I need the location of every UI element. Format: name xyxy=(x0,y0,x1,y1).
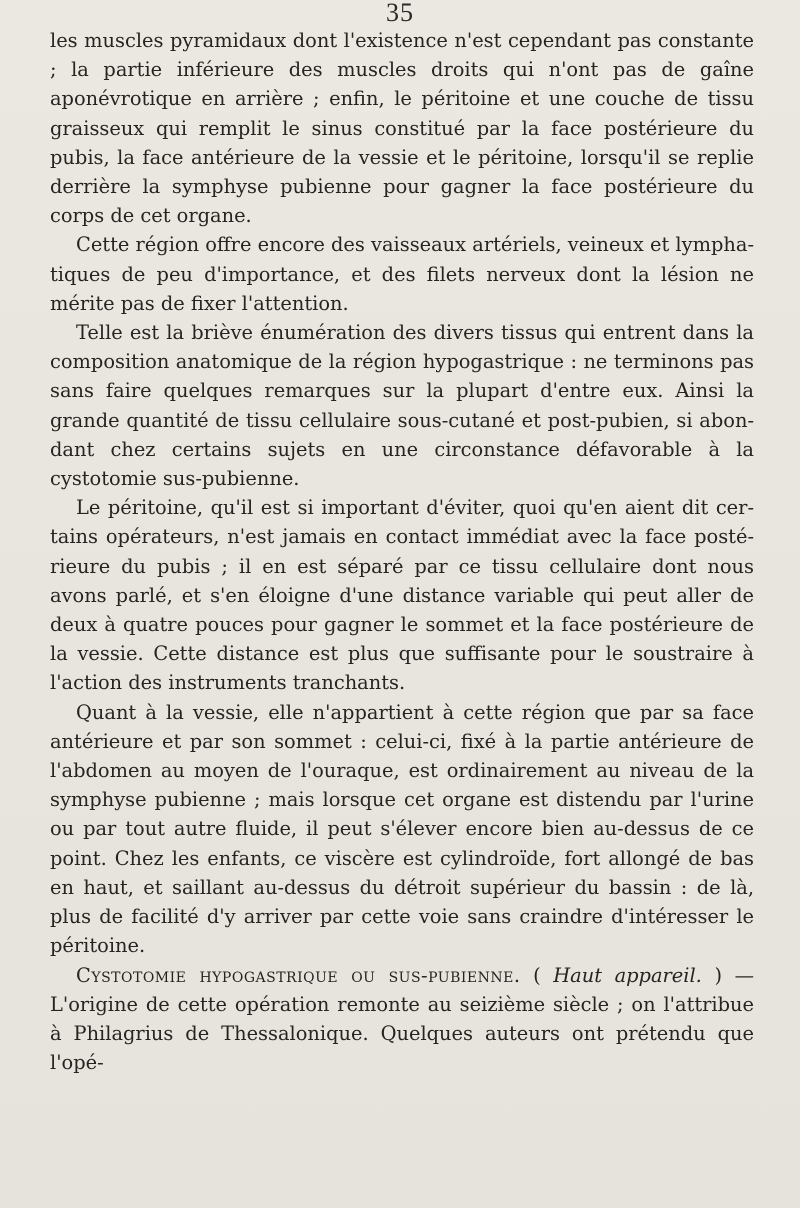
paragraph-1: les muscles pyramidaux dont l'existence n'est cependant pas constante ; la partie inférieure des muscles droits qui n'ont pas de gaîne aponévrotique en arrière ; enfin, le péritoine et une couche de tissu graisseux qui remplit le sinus constitué par la face postérieure du pubis, la face antérieure de la vessie et le péritoine, lorsqu'il se replie derrière la symphyse pubienne pour gagner la face postérieure du corps de cet organe. xyxy=(50,29,754,228)
paragraph-6 xyxy=(50,961,754,1078)
section-heading-italic: Haut appareil. xyxy=(553,963,702,987)
paragraph-2: Cette région offre encore des vaisseaux artériels, veineux et lymphatiques de peu d'importance, et des filets nerveux dont la lésion ne mérite pas de fixer l'attention. xyxy=(50,233,754,315)
paragraph-4: Le péritoine, qu'il est si important d'éviter, quoi qu'en aient dit certains opérateurs, n'est jamais en contact immédiat avec la face postérieure du pubis ; il en est séparé par ce tissu cellulaire dont nous avons parlé, et s'en éloigne d'une distance variable qui peut aller de deux à quatre pouces pour gagner le sommet et la face postérieure de la vessie. Cette distance est plus que suffisante pour le soustraire à l'action des instruments tranchants. xyxy=(50,496,754,695)
page-number: 35 xyxy=(386,0,414,27)
paren-open: ( xyxy=(520,963,554,987)
section-heading: Cystotomie hypogastrique ou sus-pubienne. xyxy=(76,963,521,987)
paragraph-3: Telle est la briève énumération des divers tissus qui entrent dans la composition anatomique de la région hypogastrique : ne terminons pas sans faire quelques remarques sur la plupart d'entre eux. Ainsi la grande quantité de tissu cellulaire sous-cutané et post-pubien, si abondant chez certains sujets en une circonstance défavorable à la cystotomie sus-pubienne. xyxy=(50,321,754,491)
paragraph-6-text: L'origine de cette opération remonte au seizième siècle ; on l'attribue à Philagrius de Thessalonique. Quelques auteurs ont prétendu que l'opé- xyxy=(50,992,754,1075)
body-text xyxy=(50,26,754,1077)
paragraph-5: Quant à la vessie, elle n'appartient à cette région que par sa face antérieure et par son sommet : celui-ci, fixé à la partie antérieure de l'abdomen au moyen de l'ouraque, est ordinairement au niveau de la symphyse pubienne ; mais lorsque cet organe est distendu par l'urine ou par tout autre fluide, il peut s'élever encore bien au-dessus de ce point. Chez les enfants, ce viscère est cylindroïde, fort allongé de bas en haut, et saillant au-dessus du détroit supérieur du bassin : de là, plus de facilité d'y arriver par cette voie sans craindre d'intéresser le péritoine. xyxy=(50,700,754,958)
paren-close: ) — xyxy=(701,963,754,987)
